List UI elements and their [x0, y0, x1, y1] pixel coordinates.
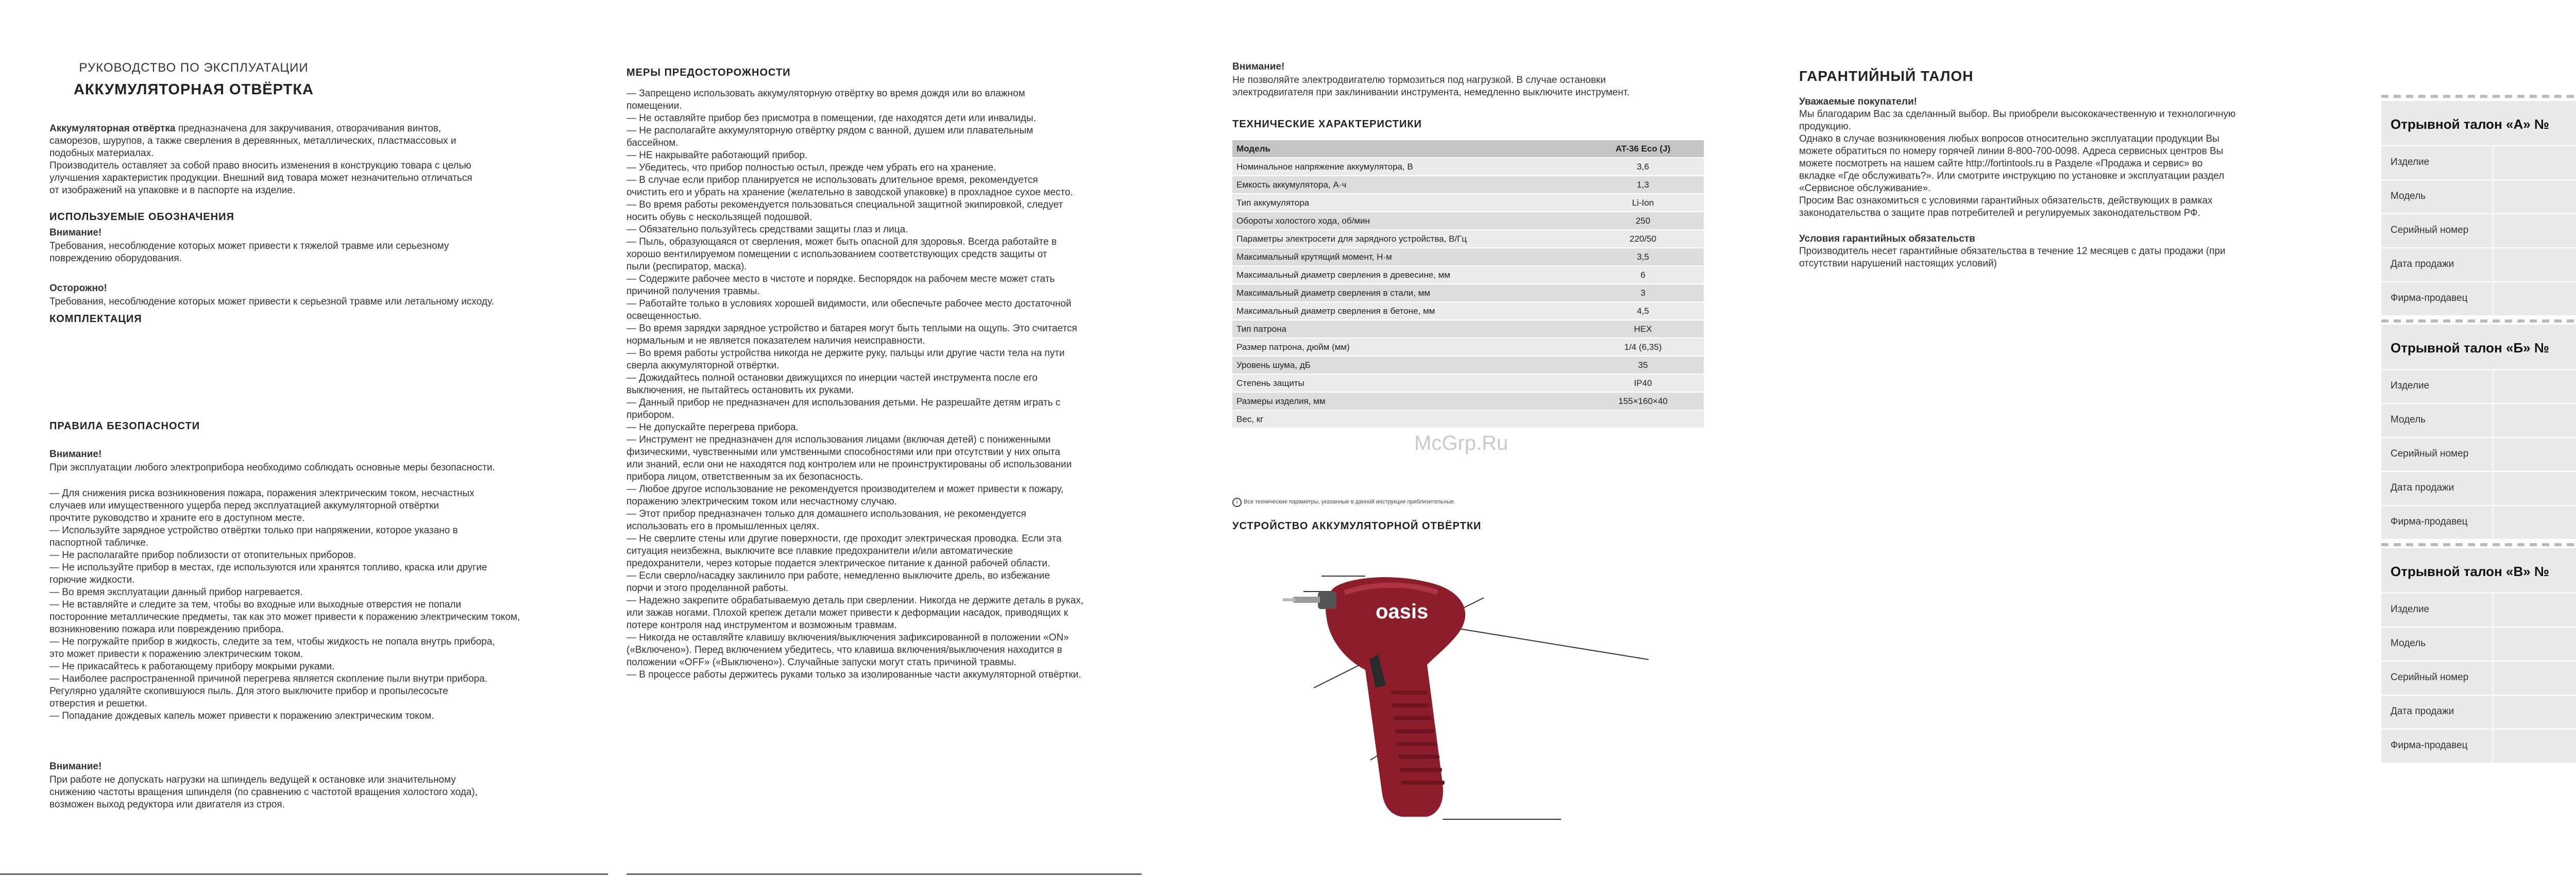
spec-value: 3,5 — [1582, 248, 1704, 266]
spec-value: AT-36 Eco (J) — [1582, 140, 1704, 158]
spec-label: Емкость аккумулятора, А·ч — [1232, 176, 1582, 194]
intro-bold: Аккумуляторная отвёртка — [49, 123, 176, 134]
spec-row — [1232, 248, 1704, 266]
caution-heading: Осторожно! — [49, 283, 107, 294]
coupon-a-serial-label: Серийный номер — [2391, 225, 2469, 235]
spec-label: Размеры изделия, мм — [1232, 392, 1582, 410]
product-title: АККУМУЛЯТОРНАЯ ОТВЁРТКА — [73, 81, 314, 98]
watermark: McGrp.Ru — [1414, 432, 1509, 454]
precautions-text: — Запрещено использовать аккумуляторную отвёртку во время дождя или во влажном помещении. — Не оставляйте прибор без присмотра в помещении, где находятся дети или инвалиды. — Не располагайте аккумуляторную отвёртку рядом с ванной, душем или плавательным бассейном. — НЕ накрывайте работающий прибор. — Убедитесь, что прибор полностью остыл, прежде чем убрать его на хранение. — В случае если прибор планируется не использовать длительное время, рекомендуется очистить его и убрать на хранение (желательно в заводской упаковке) в прохладное сухое место. — Во время работы рекомендуется пользоваться специальной защитной экипировкой, следует носить обувь с нескользящей подошвой. — Обязательно пользуйтесь средствами защиты глаз и лица. — Пыль, образующаяся от сверления, может быть опасной для здоровья. Всегда работайте в хорошо вентилируемом помещении с использованием соответствующих средств защиты от пыли (респиратор, маска). — Содержите рабочее место в чистоте и порядке. Беспорядок на рабочем месте может стать причиной получения травмы. — Работайте только в условиях хорошей видимости, или обеспечьте рабочее место достаточной освещенностью. — Во время зарядки зарядное устройство и батарея могут быть теплыми на ощупь. Это считается нормальным и не является показателем наличия неисправности. — Во время работы устройства никогда не держите руку, пальцы или другие части тела на пути сверла аккумуляторной отвёртки. — Дожидайтесь полной остановки движущихся по инерции частей инструмента после его выключения, не пытайтесь остановить их руками. — Данный прибор не предназначен для использования детьми. Не разрешайте детям играть с прибором. — Не допускайте перегрева прибора. — Инструмент не предназначен для использования лицами (включая детей) с пониженными физическими, чувственными или умственными способностями или при отсутствии у них опыта или знаний, если они не находятся под контролем или не проинструктированы об использовании прибора лицом, ответственным за их безопасность. — Любое другое использование не рекомендуется производителем и может привести к пожару, поражению электрическим током или несчастному случаю. — Этот прибор предназначен только для домашнего использования, не рекомендуется использовать его в промышленных целях. — Не сверлите стены или другие поверхности, где проходит электрическая проводка. Если эта ситуация неизбежна, выключите все плавкие предохранители и/или автоматические предохранители, через которые подается электрическое питание к данной рабочей области. — Если сверло/насадку заклинило при работе, немедленно выключите дрель, во избежание порчи и этого проделанной работы. — Надежно закрепите обрабатываемую деталь при сверлении. Никогда не держите деталь в руках, или зажав ногами. Плохой крепеж детали может привести к деформации насадок, приводящих к потере контроля над инструментом и возможным травмам. — Никогда не оставляйте клавишу включения/выключения зафиксированной в положении «ON» («Включено»). Перед включением убедитесь, что клавиша включения/выключения находится в положении «OFF» («Выключено»). Случайные запуски могут стать причиной травмы. — В процессе работы держитесь руками только за изолированные части аккумуляторной отвёртки. — [626, 88, 1084, 680]
coupon-b-row — [2381, 506, 2576, 540]
spec-label: Максимальный крутящий момент, Н·м — [1232, 248, 1582, 266]
spec-value: 3 — [1582, 284, 1704, 302]
attention3-text: При работе не допускать нагрузки на шпиндель ведущей к остановке или значительному снижению частоты вращения шпинделя (по сравнению с частотой вращения холостого хода), возможен выход редуктора или двигателя из строя. — [49, 774, 478, 810]
coupon-b-seller-label: Фирма-продавец — [2391, 516, 2468, 527]
spec-value: 1,3 — [1582, 176, 1704, 194]
attention-heading: Внимание! — [1232, 61, 1285, 72]
greeting-heading: Уважаемые покупатели! — [1799, 96, 1917, 107]
device-heading: УСТРОЙСТВО АККУМУЛЯТОРНОЙ ОТВЁРТКИ — [1232, 520, 1482, 532]
spec-value: 155×160×40 — [1582, 392, 1704, 410]
precautions-heading: МЕРЫ ПРЕДОСТОРОЖНОСТИ — [626, 67, 791, 78]
coupon-a-row — [2381, 146, 2576, 180]
coupon-a — [2381, 101, 2576, 316]
coupon-v-row — [2381, 730, 2576, 764]
coupon-b-row — [2381, 404, 2576, 438]
spec-label: Тип аккумулятора — [1232, 194, 1582, 212]
spec-row — [1232, 230, 1704, 248]
spec-value — [1582, 410, 1704, 428]
coupon-a-title: Отрывной талон «А» № — [2391, 116, 2549, 132]
spec-value: 220/50 — [1582, 230, 1704, 248]
coupon-a-row — [2381, 180, 2576, 214]
footnote-icon: i — [1232, 498, 1242, 507]
safety-rules-text: — Для снижения риска возникновения пожара, поражения электрическим током, несчастных случаев или имущественного ущерба перед эксплуатацией аккумуляторной отвёртки прочтите руководство и храните его в доступном месте. — Используйте зарядное устройство отвёртки только при напряжении, которое указано в паспортной табличке. — Не располагайте прибор поблизости от отопительных приборов. — Не используйте прибор в местах, где используются или хранятся топливо, краска или другие горючие жидкости. — Во время эксплуатации данный прибор нагревается. — Не вставляйте и следите за тем, чтобы во входные или выходные отверстия не попали посторонние металлические предметы, так как это может привести к поражению электрическим током, возникновению пожара или повреждению прибора. — Не погружайте прибор в жидкость, следите за тем, чтобы жидкость не попала внутрь прибора, это может привести к поражению электрическим током. — Не прикасайтесь к работающему прибору мокрыми руками. — Наиболее распространенной причиной перегрева является скопление пыли внутри прибора. Регулярно удаляйте скопившуюся пыль. Для этого выключите прибор и пропылесосьте отверстия и решетки. — Попадание дождевых капель может привести к поражению электрическим током. — [49, 488, 520, 721]
coupon-cut-line-bc — [2381, 543, 2576, 546]
coupon-a-product-label: Изделие — [2391, 157, 2430, 167]
spec-label: Размер патрона, дюйм (мм) — [1232, 338, 1582, 356]
spec-value: Li-Ion — [1582, 194, 1704, 212]
coupon-b-row — [2381, 438, 2576, 472]
spec-value: 1/4 (6,35) — [1582, 338, 1704, 356]
spec-row — [1232, 374, 1704, 392]
spec-row — [1232, 410, 1704, 428]
spec-label: Максимальный диаметр сверления в стали, мм — [1232, 284, 1582, 302]
coupon-a-row — [2381, 214, 2576, 248]
coupon-v — [2381, 548, 2576, 764]
spec-row — [1232, 392, 1704, 410]
page-1-bottom-rule — [0, 873, 608, 875]
coupon-v-row — [2381, 662, 2576, 696]
coupon-v-header — [2381, 548, 2576, 594]
coupon-b-model-label: Модель — [2391, 414, 2426, 425]
coupon-a-row — [2381, 248, 2576, 282]
coupon-a-date-label: Дата продажи — [2391, 259, 2454, 269]
spec-value: 3,6 — [1582, 158, 1704, 176]
spec-row — [1232, 302, 1704, 320]
symbols-heading: ИСПОЛЬЗУЕМЫЕ ОБОЗНАЧЕНИЯ — [49, 211, 234, 223]
coupon-a-seller-label: Фирма-продавец — [2391, 293, 2468, 303]
coupon-v-product-label: Изделие — [2391, 604, 2430, 615]
coupon-b-row — [2381, 472, 2576, 506]
coupon-v-row — [2381, 696, 2576, 730]
coupon-cut-line-ab — [2381, 319, 2576, 323]
specs-heading: ТЕХНИЧЕСКИЕ ХАРАКТЕРИСТИКИ — [1232, 119, 1422, 130]
caution-text: Требования, несоблюдение которых может привести к серьезной травме или летальному исходу. — [49, 296, 494, 307]
spec-row — [1232, 338, 1704, 356]
warranty-heading: ГАРАНТИЙНЫЙ ТАЛОН — [1799, 68, 1974, 84]
coupon-cut-line-top — [2381, 95, 2576, 98]
intro-text: предназначена для закручивания, отворачивания винтов, саморезов, шурупов, а также сверления в деревянных, металлических, пластмассовых и подобных материалах. Производитель оставляет за собой право вносить изменения в конструкцию товара с целью улучшения характеристик продукции. Внешний вид товара может незначительно отличаться от изображений на упаковке и в паспорте на изделие. — [49, 123, 472, 196]
spec-row — [1232, 266, 1704, 284]
coupon-b-serial-label: Серийный номер — [2391, 448, 2469, 459]
spec-label: Уровень шума, дБ — [1232, 356, 1582, 374]
spec-value: 4,5 — [1582, 302, 1704, 320]
brand-logo: oasis — [1376, 600, 1429, 623]
coupon-v-seller-label: Фирма-продавец — [2391, 740, 2468, 751]
spec-row — [1232, 212, 1704, 230]
attention1-heading: Внимание! — [49, 227, 102, 238]
spec-row — [1232, 176, 1704, 194]
spec-label: Максимальный диаметр сверления в древесине, мм — [1232, 266, 1582, 284]
coupon-v-title: Отрывной талон «В» № — [2391, 564, 2549, 579]
safety-heading: ПРАВИЛА БЕЗОПАСНОСТИ — [49, 420, 200, 432]
attention2-heading: Внимание! — [49, 449, 102, 460]
spec-header-row — [1232, 140, 1704, 158]
spec-value: 6 — [1582, 266, 1704, 284]
coupon-b-title: Отрывной талон «Б» № — [2391, 340, 2549, 356]
kit-heading: КОМПЛЕКТАЦИЯ — [49, 313, 142, 325]
screwdriver-illustration — [1273, 556, 1664, 835]
spec-label: Максимальный диаметр сверления в бетоне, мм — [1232, 302, 1582, 320]
spec-label: Вес, кг — [1232, 410, 1582, 428]
coupon-v-model-label: Модель — [2391, 638, 2426, 649]
page-2-bottom-rule — [626, 873, 1142, 875]
coupon-b-date-label: Дата продажи — [2391, 482, 2454, 493]
spec-label: Тип патрона — [1232, 320, 1582, 338]
coupon-b — [2381, 325, 2576, 540]
coupon-a-row — [2381, 282, 2576, 316]
spec-value: HEX — [1582, 320, 1704, 338]
spec-label: Степень защиты — [1232, 374, 1582, 392]
conditions-heading: Условия гарантийных обязательств — [1799, 233, 1975, 244]
manual-label: РУКОВОДСТВО ПО ЭКСПЛУАТАЦИИ — [79, 61, 309, 75]
coupon-b-header — [2381, 325, 2576, 370]
specs-table — [1232, 140, 1704, 429]
attention2-text: При эксплуатации любого электроприбора необходимо соблюдать основные меры безопасности. — [49, 462, 495, 473]
spec-label: Номинальное напряжение аккумулятора, В — [1232, 158, 1582, 176]
spec-value: IP40 — [1582, 374, 1704, 392]
coupon-v-row — [2381, 628, 2576, 662]
spec-value: 35 — [1582, 356, 1704, 374]
spec-label: Модель — [1232, 140, 1582, 158]
conditions-text: Производитель несет гарантийные обязательства в течение 12 месяцев с даты продажи (при отсутствии нарушений настоящих условий) — [1799, 246, 2226, 269]
attention1-text: Требования, несоблюдение которых может привести к тяжелой травме или серьезному повреждению оборудования. — [49, 241, 449, 264]
spec-row — [1232, 194, 1704, 212]
spec-row — [1232, 158, 1704, 176]
spec-value: 250 — [1582, 212, 1704, 230]
attention-text: Не позволяйте электродвигателю тормозиться под нагрузкой. В случае остановки электродвигателя при заклинивании инструмента, немедленно выключите инструмент. — [1232, 75, 1630, 98]
spec-row — [1232, 356, 1704, 374]
coupon-v-serial-label: Серийный номер — [2391, 672, 2469, 683]
coupon-a-model-label: Модель — [2391, 191, 2426, 201]
spec-row — [1232, 284, 1704, 302]
coupon-v-date-label: Дата продажи — [2391, 706, 2454, 717]
attention3-heading: Внимание! — [49, 761, 102, 772]
spec-label: Обороты холостого хода, об/мин — [1232, 212, 1582, 230]
intro-paragraph — [49, 110, 565, 197]
specs-footnote: Все технические параметры, указанные в данной инструкции приблизительные. — [1244, 499, 1456, 505]
coupon-v-row — [2381, 594, 2576, 628]
coupon-b-row — [2381, 370, 2576, 404]
coupon-a-header — [2381, 101, 2576, 146]
spec-label: Параметры электросети для зарядного устройства, В/Гц — [1232, 230, 1582, 248]
coupon-b-product-label: Изделие — [2391, 380, 2430, 391]
greeting-text: Мы благодарим Вас за сделанный выбор. Вы приобрели высококачественную и технологичную продукцию. Однако в случае возникновения любых вопросов относительно эксплуатации продукции Вы можете обратиться по номеру горячей линии 8-800-700-0098. Адреса сервисных центров Вы можете посмотреть на нашем сайте http://fortintools.ru в Разделе «Продажа и сервис» во вкладке «Где обслуживать?». Или смотрите инструкцию по установке и эксплуатации раздел «Сервисное обслуживание». Просим Вас ознакомиться с условиями гарантийных обязательств, действующих в рамках законодательства о защите прав потребителей и регулируемых законодательством РФ. — [1799, 109, 2236, 218]
spec-row — [1232, 320, 1704, 338]
